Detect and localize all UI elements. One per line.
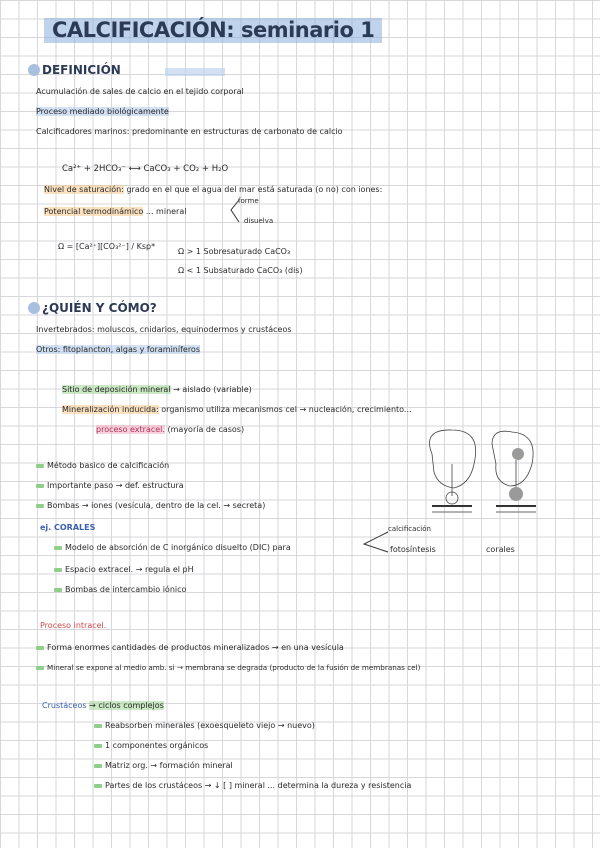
green-bullet-icon (94, 744, 102, 748)
crustaceos-item-2 (94, 742, 208, 750)
crustaceos-item-3-text: Matriz org. → formación mineral (105, 761, 233, 770)
crustaceos-item-1-text: Reabsorben minerales (exoesqueleto viejo → nuevo) (105, 721, 315, 730)
crustaceos-row (42, 702, 164, 710)
green-bullet-icon (54, 588, 62, 592)
intracel-item-2 (36, 664, 420, 671)
definicion-bullet-3: Calcificadores marinos: predominante en estructuras de carbonato de calcio (36, 127, 343, 136)
definicion-bullet-1: Acumulación de sales de calcio en el tejido corporal (36, 87, 244, 96)
intracel-item-1 (36, 644, 344, 652)
green-bullet-icon (36, 464, 44, 468)
sitio-rest: → aislado (variable) (173, 385, 252, 394)
intracel-item-2-text: Mineral se expone al medio amb. si → membrana se degrada (producto de la fusión de membranas cel) (47, 663, 421, 672)
cell-diagram-illustration (412, 424, 552, 520)
omega-formula: Ω = [Ca²⁺][CO₃²⁻] / Ksp* (58, 242, 156, 251)
nivel-saturacion-row (44, 186, 382, 194)
definicion-bullet-2-text: Proceso mediado biológicamente (36, 107, 169, 116)
proceso-extracel-rest: (mayoría de casos) (167, 425, 245, 434)
crustaceos-item-3 (94, 762, 233, 770)
potencial-text: ... mineral (145, 207, 187, 216)
disuelva-label: disuelva (244, 217, 274, 225)
intracel-heading: Proceso intracel. (40, 621, 107, 630)
green-bullet-icon (36, 666, 44, 670)
metodo-text: Método basico de calcificación (47, 461, 170, 470)
green-bullet-icon (36, 484, 44, 488)
otros-line (36, 346, 200, 354)
omega-less: Ω < 1 Subsaturado CaCO₃ (dis) (178, 266, 303, 275)
ciclos-text: → ciclos complejos (89, 701, 164, 710)
crustaceos-item-4 (94, 782, 411, 790)
sitio-label: Sitio de deposición mineral (62, 385, 171, 394)
importante-line (36, 482, 184, 490)
section-heading-quien: ¿QUIÉN Y CÓMO? (42, 301, 157, 315)
potencial-row (44, 208, 186, 216)
green-bullet-icon (94, 724, 102, 728)
proceso-extracel-line (96, 426, 244, 434)
sitio-line (62, 386, 252, 394)
bombas-text: Bombas → iones (vesícula, dentro de la cel. → secreta) (47, 501, 266, 510)
chemical-equation: Ca²⁺ + 2HCO₃⁻ ⟷ CaCO₃ + CO₂ + H₂O (62, 164, 229, 174)
green-bullet-icon (54, 546, 62, 550)
green-bullet-icon (36, 646, 44, 650)
mineralizacion-line (62, 406, 412, 414)
otros-text: Otros: fitoplancton, algas y foraminíferos (36, 345, 200, 354)
importante-text: Importante paso → def. estructura (47, 481, 184, 490)
invertebrados-line: Invertebrados: moluscos, cnidarios, equinodermos y crustáceos (36, 325, 292, 334)
brace-icon (362, 530, 390, 554)
bombas-intercambio-line (54, 586, 186, 594)
potencial-label: Potencial termodinámico (44, 207, 144, 216)
definicion-bullet-2 (36, 108, 169, 116)
section-dot-icon (28, 302, 40, 314)
intracel-item-1-text: Forma enormes cantidades de productos mineralizados → en una vesícula (47, 643, 344, 652)
mineralizacion-label: Mineralización inducida: (62, 405, 159, 414)
green-bullet-icon (36, 504, 44, 508)
metodo-line (36, 462, 169, 470)
espacio-text: Espacio extracel. → regula el pH (65, 565, 194, 574)
modelo-line (54, 544, 291, 552)
section-dot-icon (28, 64, 40, 76)
green-bullet-icon (94, 784, 102, 788)
modelo-text: Modelo de absorción de C inorgánico disuelto (DIC) para (65, 543, 291, 552)
nivel-saturacion-label: Nivel de saturación: (44, 185, 124, 194)
green-bullet-icon (94, 764, 102, 768)
fotosintesis-label: fotosíntesis (390, 545, 436, 554)
corales-label: ej. CORALES (40, 523, 96, 532)
nivel-saturacion-text: grado en el que el agua del mar está saturada (o no) con iones: (126, 185, 383, 194)
forme-label: forme (238, 197, 259, 205)
espacio-line (54, 566, 194, 574)
page-title: CALCIFICACIÓN: seminario 1 (44, 18, 382, 43)
mineralizacion-rest: organismo utiliza mecanismos cel → nucleación, crecimiento... (161, 405, 412, 414)
omega-greater: Ω > 1 Sobresaturado CaCO₃ (178, 247, 291, 256)
proceso-extracel-label: proceso extracel. (96, 425, 165, 434)
crustaceos-item-4-text: Partes de los crustáceos → ↓ [ ] mineral ... determina la dureza y resistencia (105, 781, 412, 790)
bombas-line (36, 502, 265, 510)
crustaceos-item-1 (94, 722, 315, 730)
crustaceos-item-2-text: 1 componentes orgánicos (105, 741, 209, 750)
crustaceos-label: Crustáceos (42, 701, 87, 710)
calcificacion-label: calcificación (388, 525, 431, 533)
bombas-intercambio-text: Bombas de intercambio iónico (65, 585, 187, 594)
green-bullet-icon (54, 568, 62, 572)
corales-word: corales (486, 545, 515, 554)
section-heading-definicion: DEFINICIÓN (42, 63, 121, 77)
decorative-highlight (165, 68, 225, 76)
